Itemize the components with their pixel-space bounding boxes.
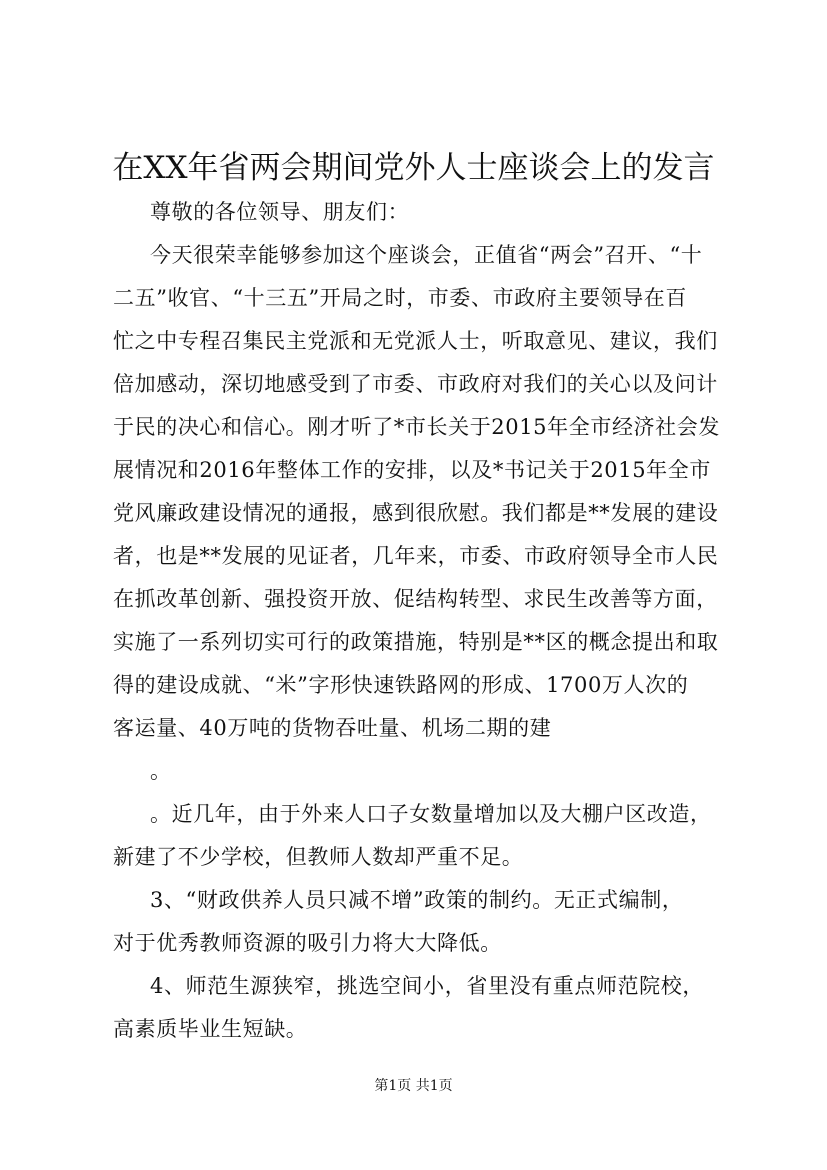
- body-line: 。: [150, 759, 172, 783]
- body-line: 客运量、40万吨的货物吞吐量、机场二期的建: [113, 716, 552, 740]
- body-line: 倍加感动，深切地感受到了市委、市政府对我们的关心以及问计: [113, 372, 718, 396]
- body-line: 3、“财政供养人员只减不增”政策的制约。无正式编制，: [150, 888, 684, 912]
- body-line: 4、师范生源狭窄，挑选空间小，省里没有重点师范院校，: [150, 974, 704, 998]
- body-line: 。近几年，由于外来人口子女数量增加以及大棚户区改造，: [150, 802, 712, 826]
- body-line: 对于优秀教师资源的吸引力将大大降低。: [113, 931, 502, 955]
- page-number-footer: 第1页 共1页: [374, 1078, 453, 1094]
- body-line: 者，也是**发展的见证者，几年来，市委、市政府领导全市人民: [113, 544, 719, 568]
- body-line: 实施了一系列切实可行的政策措施，特别是**区的概念提出和取: [113, 630, 719, 654]
- body-line: 在抓改革创新、强投资开放、促结构转型、求民生改善等方面，: [113, 587, 718, 611]
- body-line: 二五”收官、“十三五”开局之时，市委、市政府主要领导在百: [113, 286, 688, 310]
- document-title: 在XX年省两会期间党外人士座谈会上的发言: [112, 150, 715, 186]
- salutation-line: 尊敬的各位领导、朋友们：: [150, 200, 410, 224]
- body-line: 今天很荣幸能够参加这个座谈会，正值省“两会”召开、“十: [150, 243, 703, 267]
- body-line: 高素质毕业生短缺。: [113, 1017, 308, 1041]
- body-line: 展情况和2016年整体工作的安排，以及*书记关于2015年全市: [113, 458, 711, 482]
- body-line: 忙之中专程召集民主党派和无党派人士，听取意见、建议，我们: [113, 329, 718, 353]
- body-line: 得的建设成就、“米”字形快速铁路网的形成、1700万人次的: [113, 673, 689, 697]
- body-line: 党风廉政建设情况的通报，感到很欣慰。我们都是**发展的建设: [113, 501, 719, 525]
- body-line: 于民的决心和信心。刚才听了*市长关于2015年全市经济社会发: [113, 415, 720, 439]
- body-line: 新建了不少学校，但教师人数却严重不足。: [113, 845, 524, 869]
